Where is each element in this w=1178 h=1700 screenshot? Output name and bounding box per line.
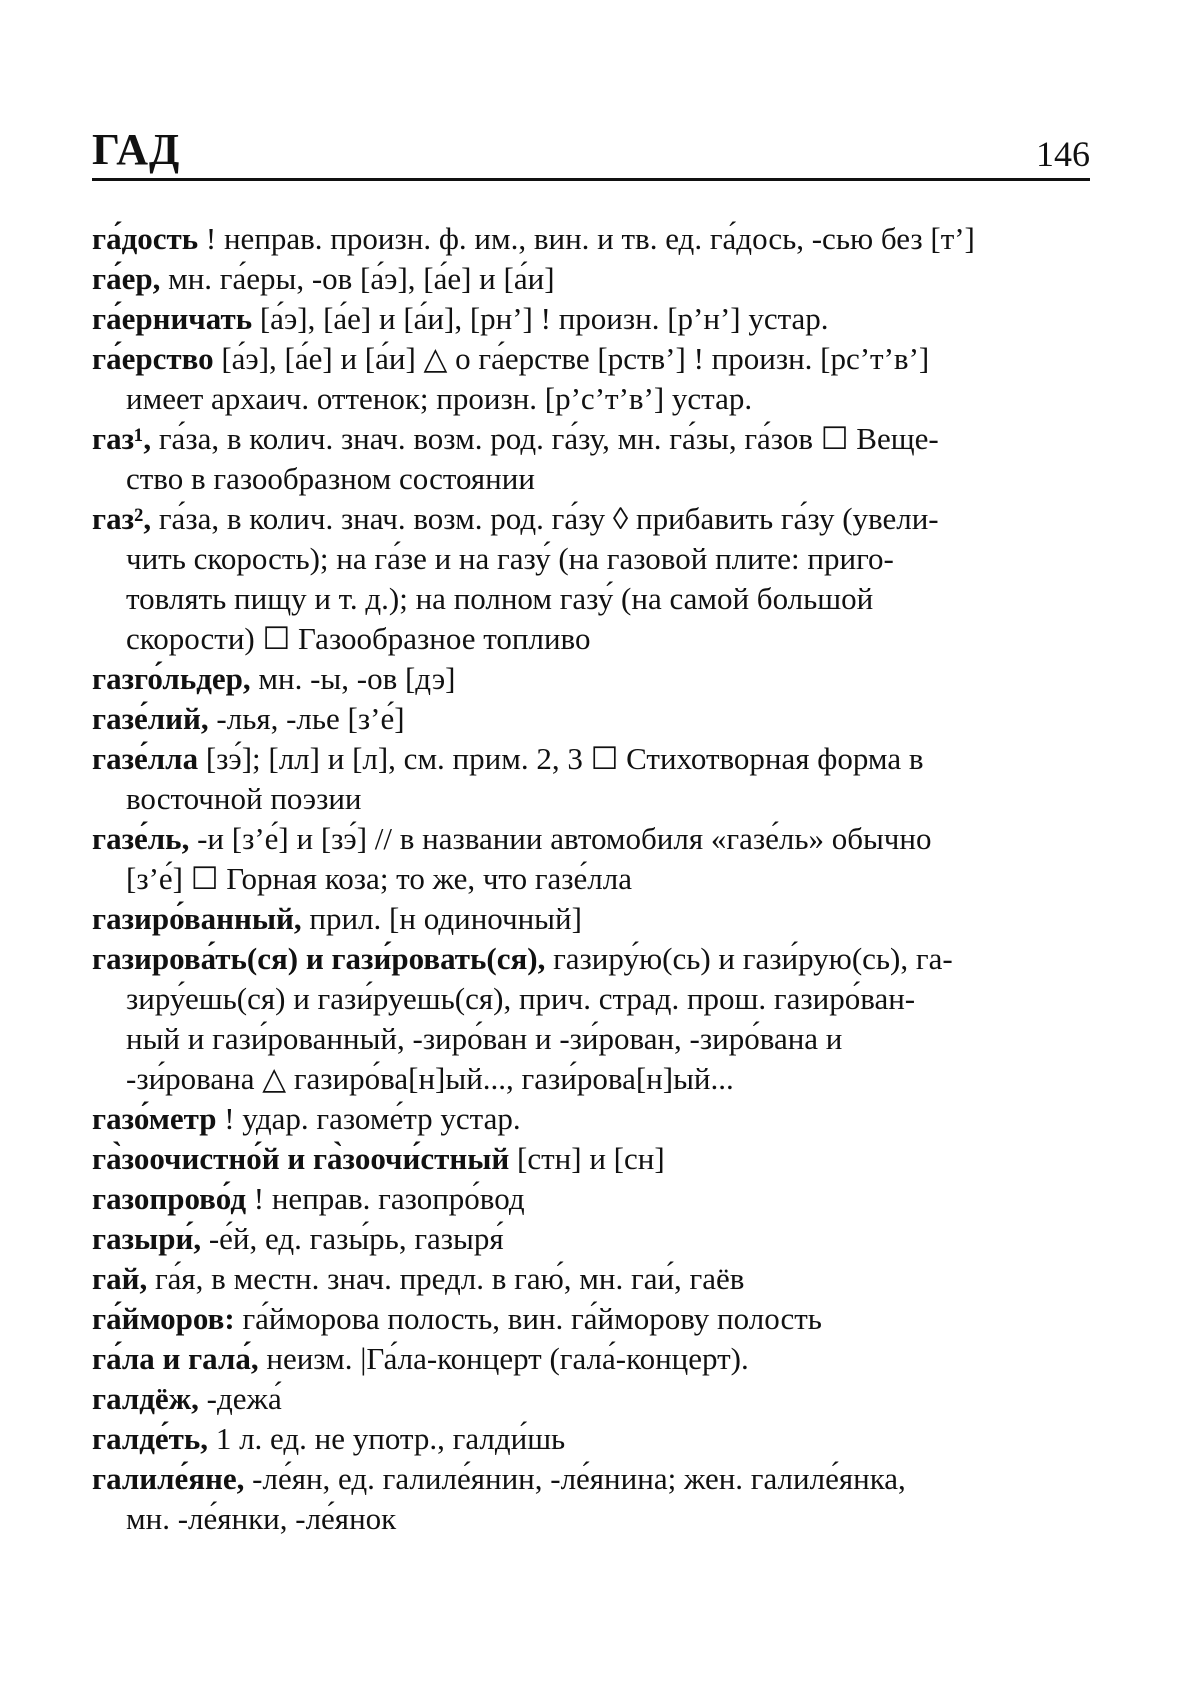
running-head: ГАД xyxy=(92,125,181,174)
entry-text: 1 л. ед. не употр., галди́шь xyxy=(208,1421,566,1456)
dictionary-entry xyxy=(92,299,1090,339)
entry-text: -е́й, ед. газы́рь, газыря́ xyxy=(201,1221,504,1256)
entry-headword: газе́лий, xyxy=(92,701,209,736)
page-header xyxy=(92,125,1090,181)
entry-text: ! неправ. произн. ф. им., вин. и тв. ед. га́дось, -сью без [т’] xyxy=(198,221,975,256)
dictionary-entry xyxy=(92,1299,1090,1339)
dictionary-entry xyxy=(92,739,1090,819)
dictionary-entry xyxy=(92,1259,1090,1299)
dictionary-entry xyxy=(92,219,1090,259)
dictionary-entry xyxy=(92,1139,1090,1179)
entry-text: [стн] и [сн] xyxy=(509,1141,665,1176)
entry-text: ! удар. газоме́тр устар. xyxy=(216,1101,521,1136)
dictionary-entry xyxy=(92,1099,1090,1139)
dictionary-entry xyxy=(92,899,1090,939)
entry-text: га́йморова полость, вин. га́йморову полость xyxy=(234,1301,822,1336)
entry-headword: газо́метр xyxy=(92,1101,217,1136)
entry-text: газиру́ю(сь) и гази́рую(сь), га- зиру́ешь(ся) и гази́руешь(ся), прич. страд. прош. газиро́ван- ный и гази́рованный, -зиро́ван и -зи́рован, -зиро́вана и -зи́рована △ газиро́ва[н]ый..., гази́рова[н]ый... xyxy=(126,941,953,1096)
entry-text: -лья, -лье [з’е́] xyxy=(208,701,405,736)
dictionary-entry xyxy=(92,1459,1090,1539)
dictionary-entry xyxy=(92,419,1090,499)
entry-headword: га́ер, xyxy=(92,261,161,296)
entry-headword: галиле́яне, xyxy=(92,1461,245,1496)
entry-headword: га́ерство xyxy=(92,341,214,376)
entry-headword: галдёж, xyxy=(92,1381,199,1416)
entry-headword: газго́льдер, xyxy=(92,661,251,696)
entry-text: [а́э], [а́е] и [а́и], [рн’] ! произн. [р’н’] устар. xyxy=(252,301,829,336)
entry-text: -ле́ян, ед. галиле́янин, -ле́янина; жен. галиле́янка, мн. -ле́янки, -ле́янок xyxy=(126,1461,906,1536)
entry-headword: га́йморов: xyxy=(92,1301,235,1336)
dictionary-entry xyxy=(92,1419,1090,1459)
dictionary-entry xyxy=(92,259,1090,299)
dictionary-entry xyxy=(92,1219,1090,1259)
entry-headword: га́ла и гала́, xyxy=(92,1341,259,1376)
entry-headword: гай, xyxy=(92,1261,148,1296)
entry-headword: галде́ть, xyxy=(92,1421,209,1456)
dictionary-entry xyxy=(92,659,1090,699)
entry-text: -дежа́ xyxy=(198,1381,282,1416)
entry-text: мн. га́еры, -ов [а́э], [а́е] и [а́и] xyxy=(160,261,555,296)
entry-text: мн. -ы, -ов [дэ] xyxy=(250,661,456,696)
entry-headword: га̀зоочистно́й и га̀зоочи́стный xyxy=(92,1141,510,1176)
entry-headword: газе́лла xyxy=(92,741,199,776)
entry-text: [зэ́]; [лл] и [л], см. прим. 2, 3 ☐ Стихотворная форма в восточной поэзии xyxy=(126,741,924,816)
entry-text: [а́э], [а́е] и [а́и] △ о га́ерстве [рств’] ! произн. [рс’т’в’] имеет архаич. оттенок; произн. [р’с’т’в’] устар. xyxy=(126,341,930,416)
entry-text: га́за, в колич. знач. возм. род. га́зу, мн. га́зы, га́зов ☐ Веще- ство в газообразном состоянии xyxy=(126,421,939,496)
entry-headword: газирова́ть(ся) и гази́ровать(ся), xyxy=(92,941,546,976)
entry-text: неизм. |Га́ла-концерт (гала́-концерт). xyxy=(258,1341,749,1376)
entry-text: прил. [н одиночный] xyxy=(301,901,582,936)
entry-headword: га́дость xyxy=(92,221,199,256)
entry-headword: газ², xyxy=(92,501,152,536)
entry-text: га́я, в местн. знач. предл. в гаю́, мн. гаи́, гаёв xyxy=(147,1261,745,1296)
page-number: 146 xyxy=(1036,134,1090,174)
dictionary-entry xyxy=(92,1339,1090,1379)
dictionary-entry xyxy=(92,1379,1090,1419)
entry-headword: газ¹, xyxy=(92,421,152,456)
entry-headword: га́ерничать xyxy=(92,301,253,336)
dictionary-entry xyxy=(92,699,1090,739)
entry-text: -и [з’е́] и [зэ́] // в названии автомобиля «газе́ль» обычно [з’е́] ☐ Горная коза; то же, что газе́лла xyxy=(126,821,932,896)
entry-headword: газыри́, xyxy=(92,1221,202,1256)
dictionary-entry xyxy=(92,939,1090,1099)
dictionary-entry xyxy=(92,339,1090,419)
dictionary-entry xyxy=(92,819,1090,899)
entry-text: га́за, в колич. знач. возм. род. га́зу ◊ прибавить га́зу (увели- чить скорость); на га́зе и на газу́ (на газовой плите: приго- товлять пищу и т. д.); на полном газу́ (на самой большой скорости) ☐ Газообразное топливо xyxy=(126,501,939,656)
entry-headword: газиро́ванный, xyxy=(92,901,302,936)
dictionary-entry xyxy=(92,1179,1090,1219)
dictionary-entry xyxy=(92,499,1090,659)
entry-text: ! неправ. газопро́вод xyxy=(246,1181,525,1216)
entry-headword: газопрово́д xyxy=(92,1181,247,1216)
entry-headword: газе́ль, xyxy=(92,821,190,856)
entry-list xyxy=(92,219,1090,1539)
